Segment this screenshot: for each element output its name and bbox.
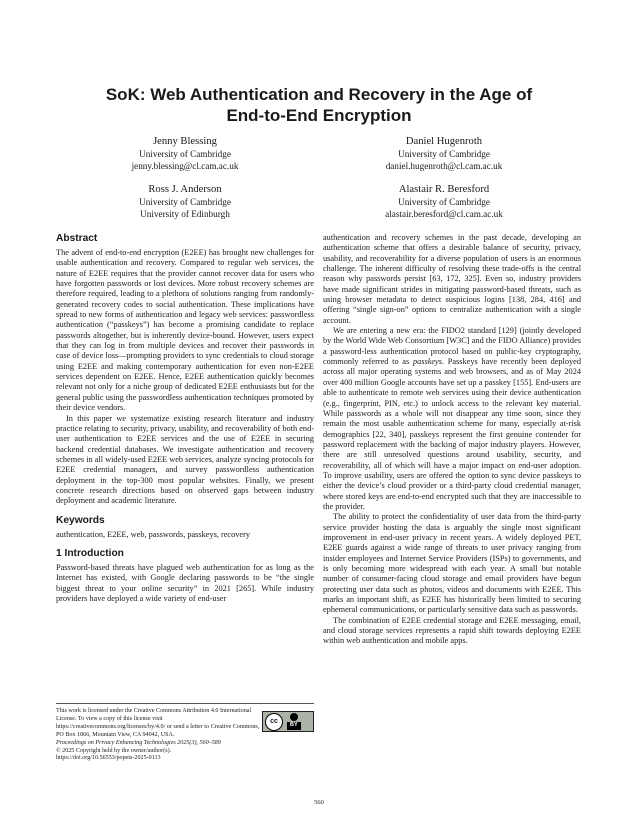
- by-attribution-icon: [287, 713, 301, 730]
- doi-link[interactable]: https://doi.org/10.56553/popets-2025-0113: [56, 755, 161, 762]
- intro-paragraph: authentication and recovery schemes in the past decade, developing an authentication scheme that offers a desirable balance of security, privacy, usability, and recoverability for a diverse population of users is an enormous challenge. The inherent difficulty of resolving these trade-offs is the central reason why passwords persist [63, 172, 325]. Even so, industry providers have made significant strides in mitigating password-based threats, such as using browser metadata to detect suspicious logins [138, 284, 416] and offering “single sign-on” options to centralize authentication with a single account.: [323, 233, 581, 325]
- author-block: [55, 135, 315, 172]
- author-email: daniel.hugenroth@cl.cam.ac.uk: [385, 160, 503, 171]
- author-affiliation: University of Cambridge: [398, 197, 490, 207]
- intro-paragraph: Password-based threats have plagued web authentication for as long as the Internet has existed, with Google declaring passwords to be “the single biggest threat to your online security” in 2021 [265]. While industry providers have deployed a wide variety of end-user: [56, 562, 314, 603]
- cc-logo-icon: cc: [265, 713, 283, 731]
- author-affiliation: University of Edinburgh: [140, 208, 230, 219]
- license-footnote: [56, 703, 314, 763]
- left-column: [56, 233, 314, 604]
- author-email: jenny.blessing@cl.cam.ac.uk: [131, 160, 239, 171]
- paper-title: [0, 84, 638, 126]
- author-name: Daniel Hugenroth: [405, 136, 483, 147]
- author-block: [55, 183, 315, 220]
- cc-by-license-icon[interactable]: [262, 711, 314, 732]
- author-email: alastair.beresford@cl.cam.ac.uk: [385, 208, 503, 219]
- author-block: [314, 183, 574, 220]
- intro-paragraph: The combination of E2EE credential storage and E2EE messaging, email, and cloud storage services represents a rapid shift towards deploying E2EE within web authentication and mobile apps.: [323, 615, 581, 646]
- author-name: Ross J. Anderson: [148, 184, 222, 195]
- author-block: [314, 135, 574, 172]
- author-name: Jenny Blessing: [153, 136, 217, 147]
- right-column: [323, 233, 581, 647]
- author-affiliation: University of Cambridge: [139, 149, 231, 159]
- proceedings-citation: Proceedings on Privacy Enhancing Technologies 2025(3), 560–589: [56, 739, 221, 746]
- abstract-paragraph: The advent of end-to-end encryption (E2EE) has brought new challenges for usable authentication and recovery. Compared to regular web services, the nature of E2EE requires that the provider cannot recover data for users who have forgotten passwords or lost devices. More robust recovery schemes are therefore required, leading to a plethora of solutions ranging from randomly-generated recovery codes to social authentication. These implications have spread to new forms of authentication and legacy web services: passwordless authentication (“passkeys”) has become a promising candidate to replace passwords altogether, but is inherently device-bound. However, users expect that they can log in from multiple devices and recover their passwords in case of device loss—prompting providers to sync credentials to cloud storage using E2EE and making contemporary authentication for even non-E2EE services dependent on E2EE. Hence, E2EE authentication quickly becomes relevant not only for a niche group of dedicated E2EE enthusiasts but for the general public using the passwordless authentication techniques promoted by their device vendors.: [56, 248, 314, 413]
- intro-paragraph: We are entering a new era: the FIDO2 standard [129] (jointly developed by the World Wide Web Consortium [W3C] and the FIDO Alliance) provides a password-less authentication protocol based on public-key cryptography, commonly referred to as passkeys. Passkeys have recently been deployed across all major operating systems and web browsers, and as of May 2024 over 400 million Google accounts have set up a passkey [155]. End-users are able to authenticate to remote web services using their device authentication (e.g., fingerprint, PIN, etc.) to unlock access to the relevant key material. While passwords as a whole will not disappear any time soon, since they remain the most usable authentication scheme for many, especially at-risk demographics [22, 340], passkeys represent the first genuine contender for password replacement with the backing of major industry players. However, there are still unresolved questions around usability, security, and recoverability, all of which will have a major impact on end-user adoption. To improve usability, users are offered the option to sync device passkeys to either the device’s cloud provider or a third-party cloud credential manager, where stored keys are end-to-end encrypted such that they are inaccessible to the provider.: [323, 326, 581, 511]
- intro-paragraph: The ability to protect the confidentiality of user data from the third-party service provider hosting the data is arguably the single most significant improvement in end-user privacy in recent years. A widely deployed PET, E2EE guards against a wide range of threats to user privacy ranging from insider employees and Internet Service Providers (ISPs) to governments, and is only becoming more widespread with each year. A small but notable number of consumer-facing cloud storage and email providers have begun protecting user data such as photos, videos and documents with E2EE. This marks an important shift, as E2EE has historically been limited to securing ephemeral communications, or particularly sensitive data such as passwords.: [323, 512, 581, 615]
- abstract-heading: Abstract: [56, 233, 98, 244]
- keywords-heading: Keywords: [56, 514, 105, 526]
- person-icon: [290, 713, 298, 721]
- introduction-heading: 1 Introduction: [56, 547, 124, 559]
- copyright-notice: © 2025 Copyright held by the owner/author(s).: [56, 747, 172, 754]
- keywords-text: authentication, E2EE, web, passwords, passkeys, recovery: [56, 529, 251, 539]
- title-line-2: End-to-End Encryption: [226, 106, 412, 125]
- author-name: Alastair R. Beresford: [398, 184, 490, 195]
- page-number: 560: [314, 799, 324, 806]
- author-affiliation: University of Cambridge: [139, 197, 231, 207]
- author-affiliation: University of Cambridge: [398, 149, 490, 159]
- license-text: This work is licensed under the Creative Commons Attribution 4.0 International License. To view a copy of this license visit https://creativecommons.org/licenses/by/4.0/ or send a letter to Creative Commons, PO Box 1866, Mountain View, CA 94042, USA.: [56, 708, 260, 738]
- abstract-paragraph: In this paper we systematize existing research literature and industry practice relating to security, privacy, usability, and recoverability of both end-user authentication to E2EE services and the use of E2EE in securing backend credential databases. We investigate authentication and recovery schemes in all widely-used E2EE web services, analyze syncing protocols for E2EE credential managers, and survey passwordless authentication deployment in the top-300 most popular websites. Finally, we present concrete research directions based on observed gaps between industry deployment and academic literature.: [56, 413, 314, 506]
- by-label: BY: [287, 722, 301, 730]
- title-line-1: SoK: Web Authentication and Recovery in the Age of: [105, 85, 533, 104]
